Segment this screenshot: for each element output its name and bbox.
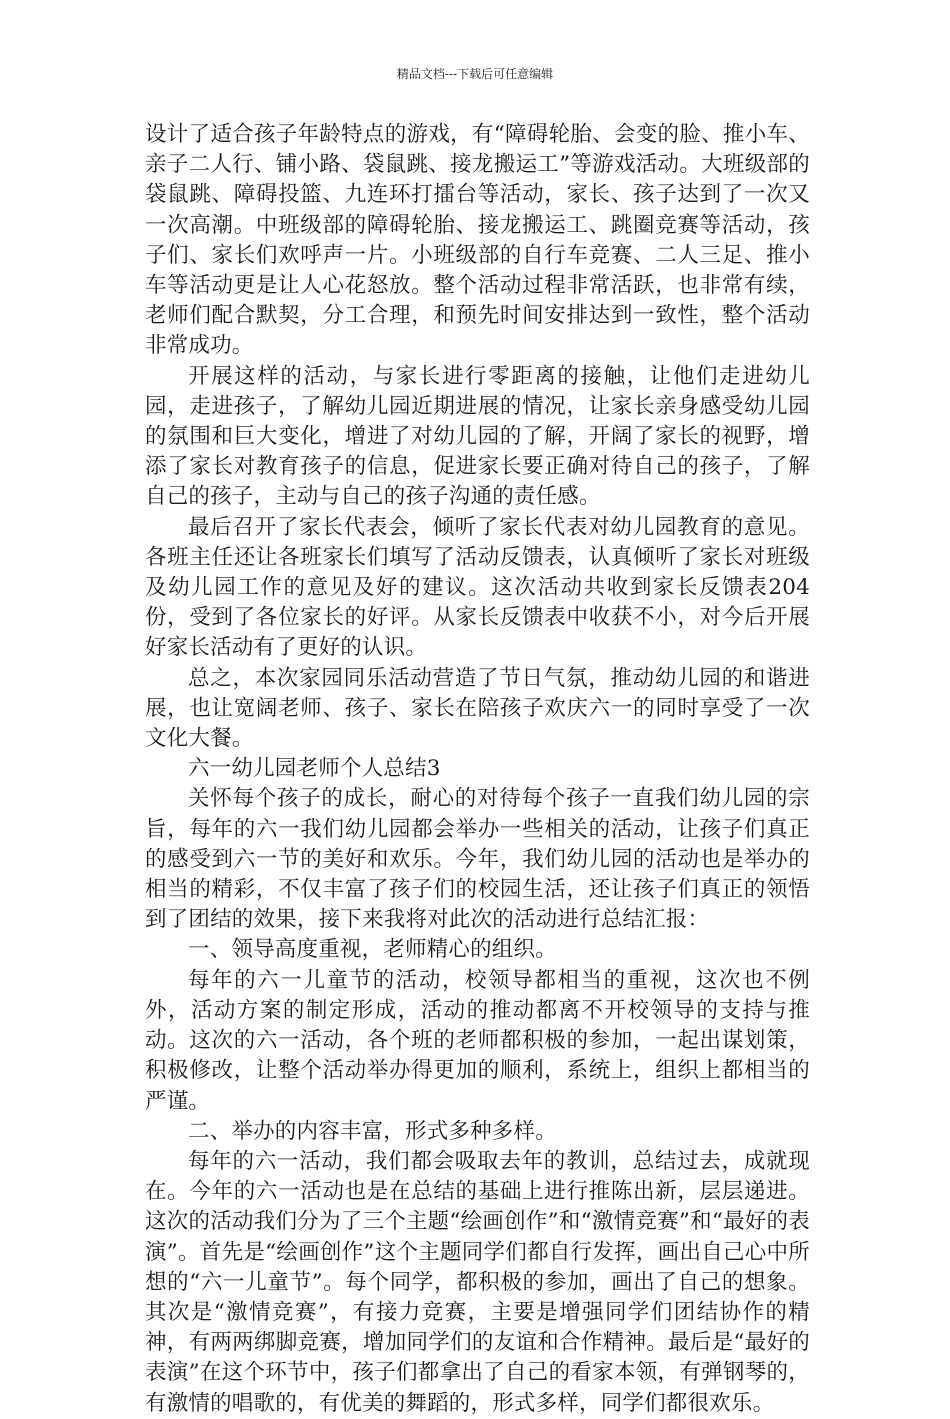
paragraph-3: 最后召开了家长代表会，倾听了家长代表对幼儿园教育的意见。各班主任还让各班家长们填写了活动反馈表，认真倾听了家长对班级及幼儿园工作的意见及好的建议。这次活动共收到家长反馈表204份，受到了各位家长的好评。从家长反馈表中收获不小，对今后开展好家长活动有了更好的认识。 — [145, 514, 810, 661]
paragraph-6: 每年的六一儿童节的活动，校领导都相当的重视，这次也不例外，活动方案的制定形成，活动的推动都离不开校领导的支持与推动。这次的六一活动，各个班的老师都积极的参加，一起出谋划策，积极修改，让整个活动举办得更加的顺利，系统上，组织上都相当的严谨。 — [145, 967, 810, 1114]
subheading-1: 一、领导高度重视，老师精心的组织。 — [188, 937, 557, 963]
paragraph-1: 设计了适合孩子年龄特点的游戏，有“障碍轮胎、会变的脸、推小车、亲子二人行、铺小路、袋鼠跳、接龙搬运工”等游戏活动。大班级部的袋鼠跳、障碍投篮、九连环打擂台等活动，家长、孩子达到了一次又一次高潮。中班级部的障碍轮胎、接龙搬运工、跳圈竞赛等活动，孩子们、家长们欢呼声一片。小班级部的自行车竞赛、二人三足、推小车等活动更是让人心花怒放。整个活动过程非常活跃，也非常有续，老师们配合默契，分工合理，和预先时间安排达到一致性，整个活动非常成功。 — [145, 122, 810, 359]
paragraph-4: 总之，本次家园同乐活动营造了节日气氛，推动幼儿园的和谐进展，也让宽阔老师、孩子、家长在陪孩子欢庆六一的同时享受了一次文化大餐。 — [145, 665, 810, 752]
paragraph-7: 每年的六一活动，我们都会吸取去年的教训，总结过去，成就现在。今年的六一活动也是在总结的基础上进行推陈出新，层层递进。这次的活动我们分为了三个主题“绘画创作”和“激情竞赛”和“最好的表演”。首先是“绘画创作”这个主题同学们都自行发挥，画出自己心中所想的“六一儿童节”。每个同学，都积极的参加，画出了自己的想象。其次是“激情竞赛”，有接力竞赛，主要是增强同学们团结协作的精神，有两两绑脚竞赛，增加同学们的友谊和合作精神。最后是“最好的表演”在这个环节中，孩子们都拿出了自己的看家本领，有弹钢琴的，有激情的唱歌的，有优美的舞蹈的，形式多样，同学们都很欢乐。 — [145, 1148, 810, 1416]
section-title: 六一幼儿园老师个人总结3 — [188, 756, 441, 782]
page-header: 精品文档---下载后可任意编辑 — [396, 67, 554, 81]
document-body — [145, 120, 810, 1419]
paragraph-2: 开展这样的活动，与家长进行零距离的接触，让他们走进幼儿园，走进孩子，了解幼儿园近期进展的情况，让家长亲身感受幼儿园的氛围和巨大变化，增进了对幼儿园的了解，开阔了家长的视野，增添了家长对教育孩子的信息，促进家长要正确对待自己的孩子，了解自己的孩子，主动与自己的孩子沟通的责任感。 — [145, 363, 810, 510]
subheading-2: 二、举办的内容丰富，形式多种多样。 — [188, 1118, 557, 1144]
paragraph-5: 关怀每个孩子的成长，耐心的对待每个孩子一直我们幼儿园的宗旨，每年的六一我们幼儿园都会举办一些相关的活动，让孩子们真正的感受到六一节的美好和欢乐。今年，我们幼儿园的活动也是举办的相当的精彩，不仅丰富了孩子们的校园生活，还让孩子们真正的领悟到了团结的效果，接下来我将对此次的活动进行总结汇报： — [145, 786, 810, 933]
